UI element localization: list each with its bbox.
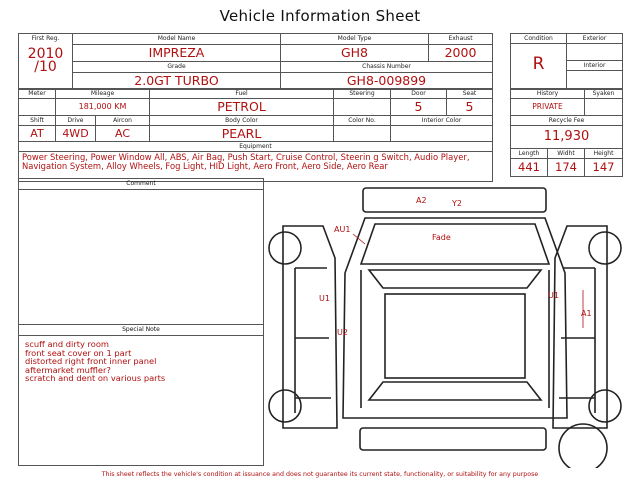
fuel-label: Fuel xyxy=(235,90,248,97)
vehicle-detail-table xyxy=(18,88,493,182)
model-name-value: IMPREZA xyxy=(148,45,205,60)
sheet-title: Vehicle Information Sheet xyxy=(219,7,421,25)
aircon-value: AC xyxy=(115,127,131,140)
first-reg-month: /10 xyxy=(34,59,57,75)
damage-mark-au1: AU1 xyxy=(334,225,351,234)
comment-label: Comment xyxy=(19,179,263,190)
model-type-label: Model Type xyxy=(337,35,372,42)
disclaimer-footer: This sheet reflects the vehicle's condition at issuance and does not guarantee its current state, functionality, or suitability for any purpose xyxy=(101,471,539,478)
damage-mark-u1-right: U1 xyxy=(548,291,559,300)
drive-value: 4WD xyxy=(62,127,89,140)
first-reg-cell xyxy=(19,34,73,90)
height-label: Height xyxy=(593,150,614,157)
front-left-wheel xyxy=(269,232,301,264)
meter-label: Meter xyxy=(28,90,46,97)
condition-label: Condition xyxy=(524,35,553,42)
height-value: 147 xyxy=(592,160,615,174)
seat-value: 5 xyxy=(465,99,474,114)
body-color-value: PEARL xyxy=(221,126,262,141)
width-label: Widht xyxy=(557,150,575,157)
damage-mark-u2: U2 xyxy=(337,328,348,337)
shift-value: AT xyxy=(30,127,44,140)
first-reg-year: 2010 xyxy=(27,46,64,62)
special-note-box xyxy=(18,324,264,466)
vehicle-info-table xyxy=(18,33,493,90)
drive-label: Drive xyxy=(67,117,84,124)
special-note-line: scuff and dirty room xyxy=(25,339,109,349)
condition-table xyxy=(510,33,623,90)
front-right-wheel xyxy=(589,232,621,264)
first-reg-label: First Reg. xyxy=(31,35,60,42)
special-note-label: Special Note xyxy=(19,325,263,336)
fuel-value: PETROL xyxy=(217,99,266,114)
grade-value: 2.0GT TURBO xyxy=(134,73,219,88)
rear-right-wheel xyxy=(589,390,621,422)
length-value: 441 xyxy=(518,160,540,174)
steering-label: Steering xyxy=(349,90,375,97)
recycle-fee-label: Recycle Fee xyxy=(548,117,585,124)
damage-mark-u1-left: U1 xyxy=(319,294,330,303)
roof-outline xyxy=(385,294,525,378)
exterior-label: Exterior xyxy=(582,35,607,42)
equipment-list: Power Steering, Power Window All, ABS, Air Bag, Push Start, Cruise Control, Steerin g Switch, Audio Player, Navigation System, Alloy Wheels, Fog Light, HID Light, Aero Front, Aero Side, Aero Rear xyxy=(22,152,470,171)
interior-color-label: Interior Color xyxy=(421,117,462,124)
chassis-value: GH8-009899 xyxy=(346,73,427,88)
rear-window-outline xyxy=(369,382,541,400)
grade-label: Grade xyxy=(167,63,186,70)
special-note-line: distorted right front inner panel xyxy=(25,356,157,367)
history-table xyxy=(510,88,623,177)
door-label: Door xyxy=(411,90,426,97)
special-note-line: scratch and dent on various parts xyxy=(25,373,166,384)
equipment-label: Equipment xyxy=(239,143,272,150)
shift-label: Shift xyxy=(30,117,44,124)
rear-left-wheel xyxy=(269,390,301,422)
exhaust-value: 2000 xyxy=(444,45,477,60)
special-note-line: aftermarket muffler? xyxy=(25,364,111,375)
spare-tire xyxy=(559,424,607,468)
body-color-label: Body Color xyxy=(225,117,258,124)
comment-text xyxy=(19,190,263,194)
model-name-label: Model Name xyxy=(157,35,196,42)
special-note-lines xyxy=(19,336,263,383)
comment-box xyxy=(18,178,264,325)
seat-label: Seat xyxy=(462,90,477,97)
damage-mark-a2: A2 xyxy=(416,196,427,205)
hood-outline xyxy=(361,224,549,264)
mileage-value: 181,000 KM xyxy=(78,102,127,111)
car-body-outline xyxy=(343,218,567,418)
aircon-label: Aircon xyxy=(113,117,132,124)
history-label: History xyxy=(536,90,559,97)
chassis-label: Chassis Number xyxy=(362,63,411,70)
history-value: PRIVATE xyxy=(532,102,563,111)
model-type-value: GH8 xyxy=(340,45,369,60)
condition-value: R xyxy=(532,54,545,74)
door-value: 5 xyxy=(414,99,423,114)
interior-label: Interior xyxy=(583,62,606,69)
width-value: 174 xyxy=(555,160,577,174)
mileage-label: Mileage xyxy=(90,90,115,97)
rear-bumper xyxy=(360,428,546,450)
damage-mark-a1: A1 xyxy=(581,309,592,318)
special-note-line: front seat cover on 1 part xyxy=(25,347,132,358)
syaken-label: Syaken xyxy=(592,90,615,97)
recycle-fee-value: 11,930 xyxy=(543,129,590,144)
car-diagram xyxy=(265,178,625,468)
length-label: Length xyxy=(518,150,540,157)
color-no-label: Color No. xyxy=(348,117,376,124)
damage-mark-y2: Y2 xyxy=(452,199,462,208)
exhaust-label: Exhaust xyxy=(448,35,473,42)
damage-mark-fade: Fade xyxy=(432,233,451,242)
windshield-outline xyxy=(369,270,541,288)
